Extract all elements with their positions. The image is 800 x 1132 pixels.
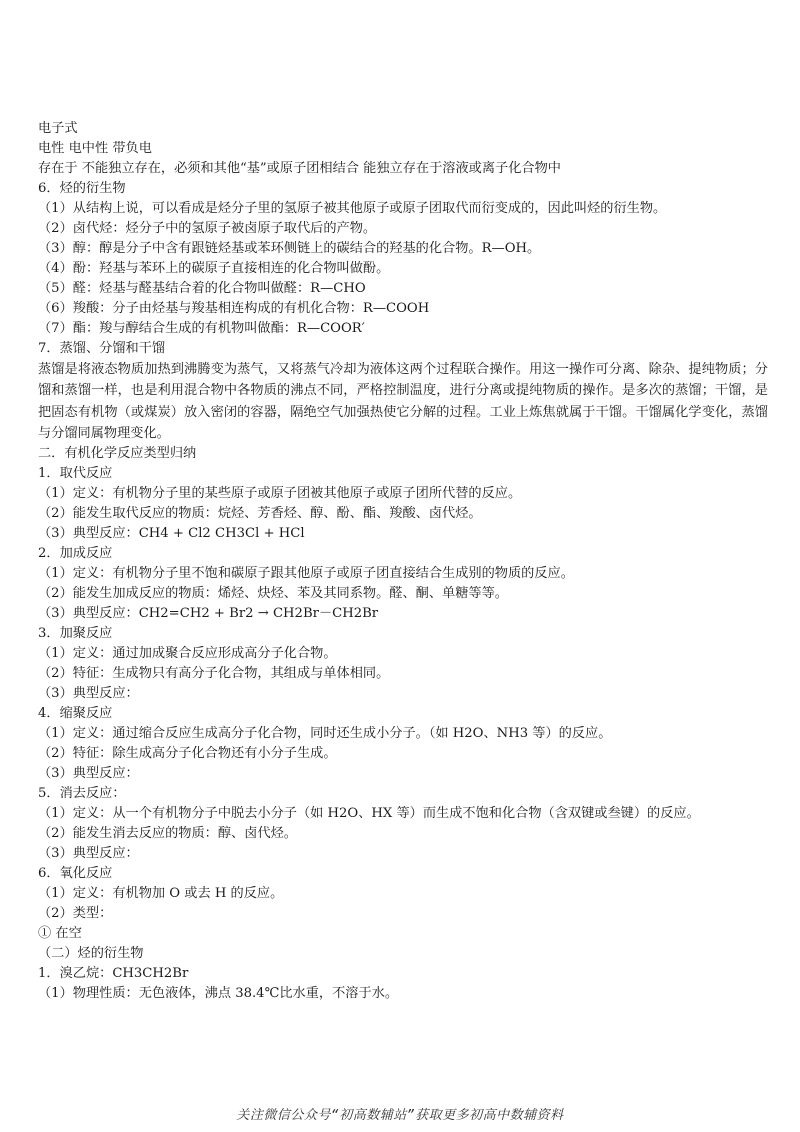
text-line: （1）从结构上说，可以看成是烃分子里的氢原子被其他原子或原子团取代而衍变成的，因此叫烃的衍生物。 <box>38 201 667 216</box>
text-line: （3）典型反应： <box>38 686 139 702</box>
text-line: （5）醛：烃基与醛基结合着的化合物叫做醛：R—CHO <box>38 281 366 296</box>
section-heading: 4．缩聚反应 <box>38 706 113 722</box>
text-line: （2）特征：生成物只有高分子化合物，其组成与单体相同。 <box>38 666 390 682</box>
text-line: （2）类型： <box>38 906 113 922</box>
page-footer: 关注微信公众号“初高数辅站”获取更多初高中数辅资料 <box>236 1108 564 1123</box>
section-heading: 2．加成反应 <box>38 546 113 562</box>
text-line: （1）定义：有机物分子里不饱和碳原子跟其他原子或原子团直接结合生成别的物质的反应。 <box>38 566 574 582</box>
distillation-paragraph: 蒸馏是将液态物质加热到沸腾变为蒸气，又将蒸气冷却为液体这两个过程联合操作。用这一操作可分离、除杂、提纯物质；分馏和蒸馏一样，也是利用混合物中各物质的沸点不同，严格控制温度，进行分离或提纯物质的操作。是多次的蒸馏；干馏，是把固态有机物（或煤炭）放入密闭的容器，隔绝空气加强热使它分解的过程。工业上炼焦就属于干馏。干馏属化学变化，蒸馏与分馏同属物理变化。 <box>38 362 768 441</box>
text-line: （1）定义：有机物分子里的某些原子或原子团被其他原子或原子团所代替的反应。 <box>38 486 522 502</box>
text-line: 电性 电中性 带负电 <box>38 141 152 156</box>
text-line: 存在于 不能独立存在，必须和其他“基”或原子团相结合 能独立存在于溶液或离子化合物中 <box>38 161 561 176</box>
text-line: （3）典型反应：CH4 + Cl2 CH3Cl + HCl <box>38 526 305 542</box>
text-line: （3）典型反应： <box>38 846 139 862</box>
text-line: ① 在空 <box>38 926 82 942</box>
section-heading: 6．氧化反应 <box>38 866 113 882</box>
chapter-heading: 二．有机化学反应类型归纳 <box>38 446 197 462</box>
text-line: （4）酚：羟基与苯环上的碳原子直接相连的化合物叫做酚。 <box>38 261 390 276</box>
document-body <box>38 119 768 1004</box>
text-line: （1）定义：有机物加 O 或去 H 的反应。 <box>38 886 284 902</box>
lines-top <box>38 119 768 359</box>
section-heading: 7．蒸馏、分馏和干馏 <box>38 341 166 356</box>
text-line: （6）羧酸：分子由烃基与羧基相连构成的有机化合物：R—COOH <box>38 301 430 316</box>
section-heading: 3．加聚反应 <box>38 626 113 642</box>
text-line: （1）物理性质：无色液体，沸点 38.4℃比水重，不溶于水。 <box>38 986 399 1002</box>
section-heading: 6．烃的衍生物 <box>38 181 126 196</box>
section-heading: 1．溴乙烷：CH3CH2Br <box>38 966 189 982</box>
lines-bottom <box>38 444 768 1004</box>
text-line: （1）定义：通过加成聚合反应形成高分子化合物。 <box>38 646 337 662</box>
text-line: （2）特征：除生成高分子化合物还有小分子生成。 <box>38 746 337 762</box>
section-heading: 1．取代反应 <box>38 466 113 482</box>
text-line: （2）能发生消去反应的物质：醇、卤代烃。 <box>38 826 297 842</box>
text-line: （1）定义：通过缩合反应生成高分子化合物，同时还生成小分子。（如 H2O、NH3 等）的反应。 <box>38 726 612 742</box>
text-line: （2）能发生取代反应的物质：烷烃、芳香烃、醇、酚、酯、羧酸、卤代烃。 <box>38 506 482 522</box>
text-line: （7）酯：羧与醇结合生成的有机物叫做酯：R—COOR′ <box>38 321 365 336</box>
chapter-heading: （二）烃的衍生物 <box>38 946 144 962</box>
text-line: （1）定义：从一个有机物分子中脱去小分子（如 H2O、HX 等）而生成不饱和化合物（含双键或叁键）的反应。 <box>38 806 700 822</box>
text-line: （2）能发生加成反应的物质：烯烃、炔烃、苯及其同系物。醛、酮、单糖等等。 <box>38 586 508 602</box>
text-line: （3）典型反应： <box>38 766 139 782</box>
section-heading: 5．消去反应： <box>38 786 126 802</box>
text-line: 电子式 <box>38 121 78 136</box>
text-line: （3）典型反应：CH2=CH2 + Br2 → CH2Br－CH2Br <box>38 606 379 622</box>
text-line: （2）卤代烃：烃分子中的氢原子被卤原子取代后的产物。 <box>38 221 377 236</box>
text-line: （3）醇：醇是分子中含有跟链烃基或苯环侧链上的碳结合的羟基的化合物。R—OH。 <box>38 241 541 256</box>
